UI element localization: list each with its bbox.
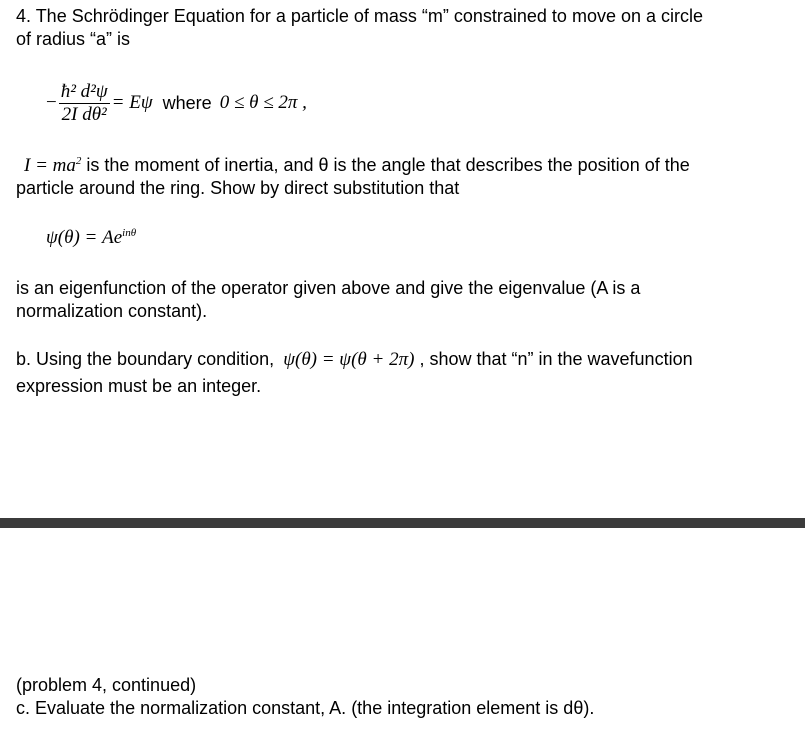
inertia-line-2: particle around the ring. Show by direct substitution that [16, 178, 460, 198]
inertia-paragraph [16, 154, 690, 200]
continued-paragraph [16, 674, 594, 720]
boundary-condition: ψ(θ) = ψ(θ + 2π) [283, 349, 415, 370]
eigen-paragraph [16, 277, 640, 323]
intro-line-1: 4. The Schrödinger Equation for a particle of mass “m” constrained to move on a circle [16, 6, 703, 26]
part-b-line-1 [16, 346, 693, 373]
equation-range: 0 ≤ θ ≤ 2π , [219, 92, 307, 113]
equation-numerator: ħ² d²ψ [60, 80, 108, 102]
equation-denominator: 2I dθ² [61, 103, 107, 125]
schrodinger-equation [46, 78, 307, 128]
part-b-suffix: , show that “n” in the wavefunction [414, 349, 693, 369]
eigen-line-2: normalization constant). [16, 301, 208, 321]
part-b-line-2: expression must be an integer. [16, 376, 262, 396]
intro-line-2: of radius “a” is [16, 29, 131, 49]
continued-label: (problem 4, continued) [16, 675, 197, 695]
inertia-line-1 [16, 154, 690, 177]
wavefunction-expression: ψ(θ) = Ae [46, 227, 123, 248]
part-b-prefix: b. Using the boundary condition, [16, 349, 275, 369]
wavefunction-exponent: inθ [122, 227, 137, 239]
wavefunction-equation [46, 227, 136, 249]
inertia-exponent: 2 [75, 155, 82, 167]
equation-fraction [59, 82, 110, 125]
part-c-line: c. Evaluate the normalization constant, A. (the integration element is dθ). [16, 698, 595, 718]
equation-minus: − [46, 92, 57, 113]
section-divider [0, 518, 805, 528]
part-b-paragraph [16, 346, 693, 400]
equation-where: where [162, 92, 212, 113]
equation-rhs: = Eψ [111, 92, 153, 113]
problem-intro [16, 5, 703, 51]
inertia-text: is the moment of inertia, and θ is the angle that describes the position of the [81, 155, 690, 175]
inertia-expression: I = ma [24, 155, 76, 176]
eigen-line-1: is an eigenfunction of the operator given above and give the eigenvalue (A is a [16, 278, 641, 298]
